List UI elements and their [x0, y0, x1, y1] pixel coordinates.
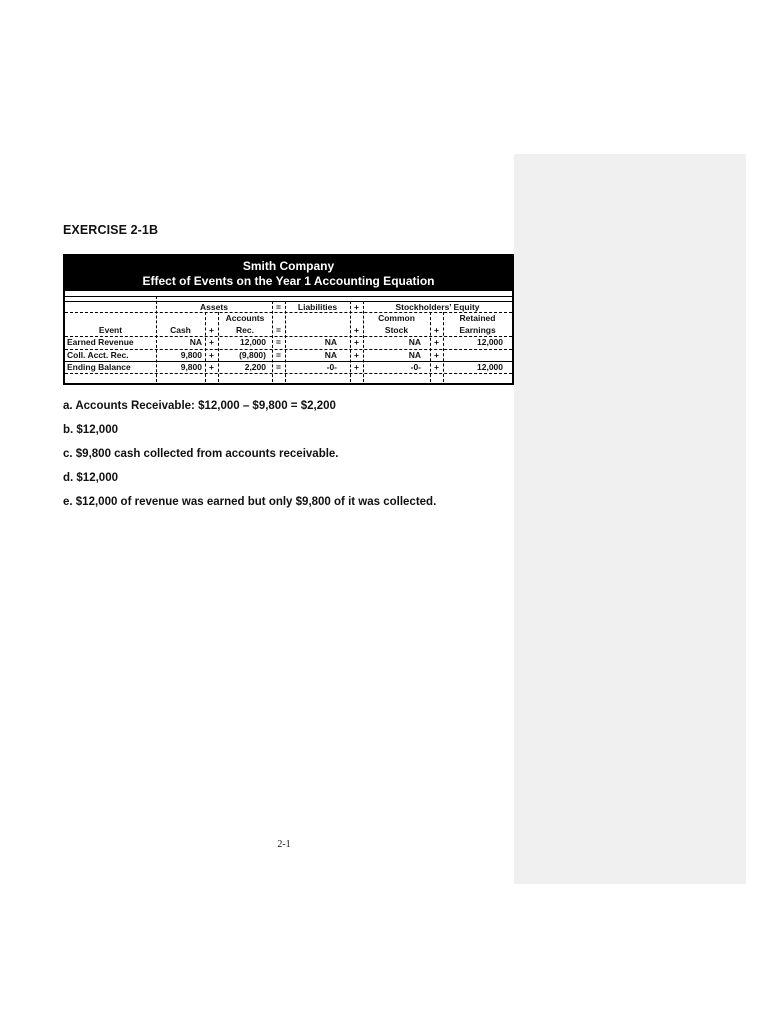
event-cell: Coll. Acct. Rec.	[67, 350, 129, 360]
assets-header: Assets	[200, 302, 228, 312]
plus-sign: +	[209, 350, 214, 360]
event-header: Event	[98, 325, 123, 335]
accounts-receivable-cell: (9,800)	[239, 350, 266, 360]
plus-sign: +	[209, 325, 214, 335]
cash-cell: 9,800	[180, 350, 202, 360]
event-cell: Earned Revenue	[67, 337, 134, 347]
liabilities-cell: -0-	[326, 362, 337, 372]
equals-sign: =	[276, 325, 281, 335]
accounts-receivable-cell: 2,200	[244, 362, 266, 372]
plus-sign: +	[354, 350, 359, 360]
retained-earnings-header-line2: Earnings	[459, 325, 496, 335]
table-header	[65, 256, 512, 291]
equals-sign: =	[276, 362, 281, 372]
equals-sign: =	[276, 350, 281, 360]
comment-pane	[514, 154, 746, 884]
retained-earnings-cell: 12,000	[477, 362, 503, 372]
retained-earnings-cell: 12,000	[477, 337, 503, 347]
common-stock-header-line2: Stock	[384, 325, 409, 335]
rule	[65, 296, 512, 297]
equity-header: Stockholders’ Equity	[395, 302, 480, 312]
common-stock-cell: -0-	[410, 362, 421, 372]
answer-d: d. $12,000	[63, 472, 118, 484]
cash-cell: NA	[189, 337, 202, 347]
cash-cell: 9,800	[180, 362, 202, 372]
answer-c: c. $9,800 cash collected from accounts receivable.	[63, 448, 339, 460]
answer-a: a. Accounts Receivable: $12,000 – $9,800 = $2,200	[63, 400, 336, 412]
plus-sign: +	[434, 337, 439, 347]
accounts-receivable-header-line1: Accounts	[225, 313, 265, 323]
liabilities-cell: NA	[324, 350, 337, 360]
accounts-receivable-header-line2: Rec.	[236, 325, 254, 335]
equals-sign: =	[276, 302, 281, 312]
plus-sign: +	[209, 337, 214, 347]
plus-sign: +	[434, 350, 439, 360]
accounting-equation-table	[63, 254, 514, 385]
retained-earnings-header-line1: Retained	[459, 313, 496, 323]
common-stock-cell: NA	[408, 337, 421, 347]
common-stock-cell: NA	[408, 350, 421, 360]
table-grid	[65, 291, 512, 383]
plus-sign: +	[354, 362, 359, 372]
common-stock-header-line1: Common	[378, 313, 415, 323]
liabilities-header: Liabilities	[297, 302, 338, 312]
page-number: 2-1	[277, 839, 291, 850]
plus-sign: +	[209, 362, 214, 372]
plus-sign: +	[434, 325, 439, 335]
cash-header: Cash	[170, 325, 191, 335]
plus-sign: +	[434, 362, 439, 372]
event-cell: Ending Balance	[67, 362, 131, 372]
answer-b: b. $12,000	[63, 424, 118, 436]
equals-sign: =	[276, 337, 281, 347]
table-company: Smith Company	[242, 259, 335, 273]
exercise-title: EXERCISE 2-1B	[63, 223, 159, 237]
liabilities-cell: NA	[324, 337, 337, 347]
plus-sign: +	[354, 302, 359, 312]
table-subtitle: Effect of Events on the Year 1 Accounting Equation	[142, 274, 435, 288]
rule	[65, 373, 512, 374]
accounts-receivable-cell: 12,000	[240, 337, 266, 347]
plus-sign: +	[354, 337, 359, 347]
plus-sign: +	[354, 325, 359, 335]
answer-e: e. $12,000 of revenue was earned but only $9,800 of it was collected.	[63, 496, 437, 508]
answer-list	[63, 398, 436, 518]
